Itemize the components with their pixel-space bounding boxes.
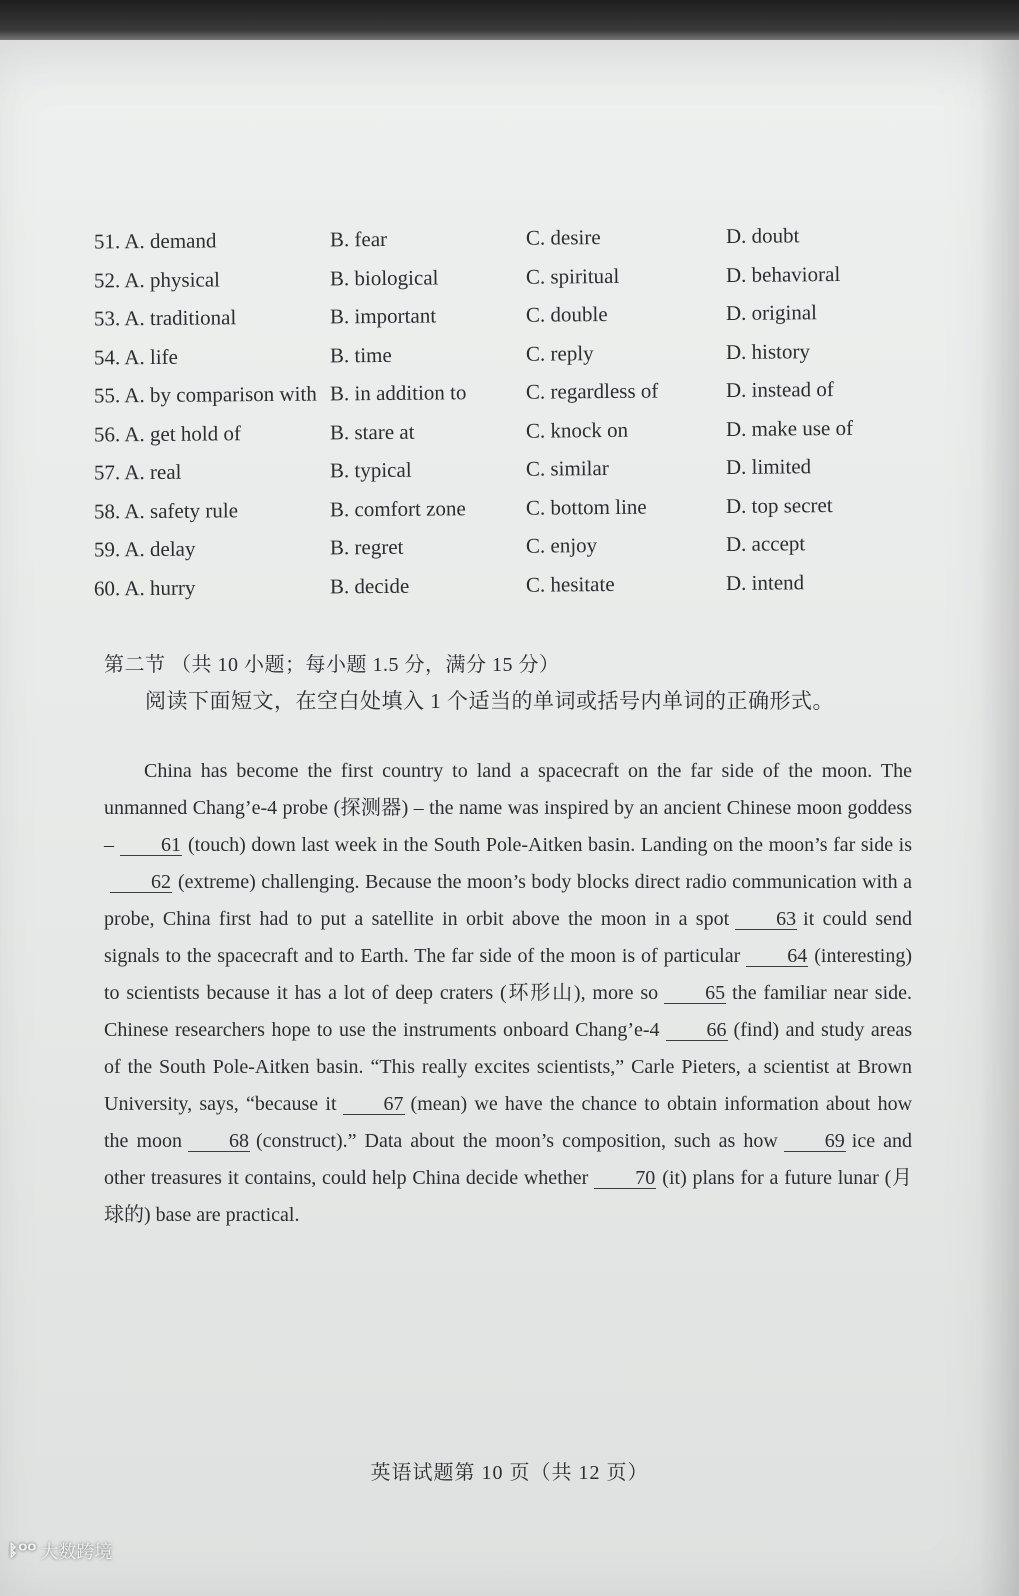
option-b: B. comfort zone (329, 495, 466, 521)
blank-63: 63 (735, 909, 797, 930)
option-d: D. history (725, 338, 811, 364)
option-b: B. time (329, 342, 392, 367)
option-b: B. typical (329, 457, 412, 483)
option-row-55 (94, 377, 894, 422)
watermark-text: 大数跨境 (40, 1542, 113, 1563)
option-c: C. spiritual (525, 263, 620, 289)
option-a: 55. A. by comparison with (93, 381, 317, 408)
option-b: B. stare at (329, 419, 415, 444)
option-d: D. intend (725, 569, 805, 595)
option-d: D. doubt (725, 223, 800, 248)
blank-67: 67 (343, 1094, 405, 1115)
option-row-59 (94, 531, 894, 576)
option-d: D. top secret (725, 492, 833, 518)
option-b: B. biological (329, 264, 439, 290)
page-footer: 英语试题第 10 页（共 12 页） (370, 1462, 649, 1484)
option-c: C. double (525, 302, 608, 327)
watermark (8, 1538, 112, 1564)
blank-65: 65 (664, 983, 726, 1004)
passage-text: China has become the first country to land a spacecraft on the far side of the moon. The unmanned Chang’e-4 probe (探测器) – the name was inspired by an ancient Chinese moon goddess – (104, 760, 912, 856)
passage-text: (mean) we have the chance to obtain information about how the moon (104, 1093, 913, 1152)
option-c: C. hesitate (525, 571, 615, 597)
passage-text: (find) and study areas of the South Pole-Aitken basin. “This really excites scientists,” Carle Pieters, a scientist at Brown University, says, “because it (104, 1019, 912, 1115)
blank-69: 69 (784, 1131, 846, 1152)
option-a: 51. A. demand (93, 228, 217, 254)
option-b: B. regret (329, 534, 404, 560)
option-a: 54. A. life (93, 344, 179, 369)
option-row-53 (94, 300, 894, 345)
passage-text: (it) plans for a future lunar (月球的) base are practical. (104, 1167, 912, 1226)
option-d: D. instead of (725, 377, 834, 402)
reading-passage (104, 753, 912, 1234)
option-a: 56. A. get hold of (93, 420, 242, 446)
blank-70: 70 (594, 1168, 656, 1189)
option-d: D. limited (725, 454, 812, 479)
option-b: B. important (329, 303, 437, 329)
page-fold-shadow (979, 40, 1019, 1596)
option-c: C. reply (525, 340, 594, 366)
option-b: B. in addition to (329, 380, 467, 406)
option-a: 52. A. physical (93, 266, 221, 292)
option-a: 59. A. delay (93, 536, 196, 562)
option-a: 60. A. hurry (93, 575, 196, 600)
passage-text: (construct).” Data about the moon’s composition, such as how (256, 1130, 778, 1152)
option-a: 53. A. traditional (93, 305, 237, 331)
section-heading: 第二节 （共 10 小题；每小题 1.5 分，满分 15 分） (104, 654, 560, 676)
option-d: D. behavioral (725, 261, 841, 287)
option-row-60 (94, 569, 894, 614)
blank-64: 64 (746, 946, 808, 967)
blank-66: 66 (666, 1020, 728, 1041)
option-a: 58. A. safety rule (93, 497, 239, 523)
section-instruction: 阅读下面短文，在空白处填入 1 个适当的单词或括号内单词的正确形式。 (145, 689, 834, 713)
passage-text: (interesting) to scientists because it has a lot of deep craters (环形山), more so (104, 945, 912, 1004)
passage-text: ice and other treasures it contains, could help China decide whether (104, 1130, 912, 1189)
option-a: 57. A. real (93, 459, 182, 485)
option-c: C. similar (525, 455, 609, 481)
option-c: C. regardless of (525, 378, 659, 404)
passage-text: the familiar near side. Chinese researchers hope to use the instruments onboard Chang’e-4 (104, 982, 912, 1041)
option-row-57 (94, 454, 894, 499)
option-d: D. make use of (725, 415, 854, 441)
passage-text: (touch) down last week in the South Pole-Aitken basin. Landing on the moon’s far side is (188, 834, 912, 856)
passage-text: (extreme) challenging. Because the moon’s body blocks direct radio communication with a probe, China first had to put a satellite in orbit above the moon in a spot (104, 871, 912, 930)
watermark-logo-icon: ᛔᴼᴼ (8, 1541, 37, 1561)
blank-62: 62 (110, 872, 172, 893)
option-b: B. decide (329, 573, 410, 598)
blank-68: 68 (188, 1131, 250, 1152)
option-c: C. desire (525, 225, 601, 250)
option-d: D. original (725, 300, 818, 325)
option-d: D. accept (725, 531, 806, 556)
passage-text: it could send signals to the spacecraft and to Earth. The far side of the moon is of particular (104, 908, 912, 967)
option-c: C. bottom line (525, 494, 647, 520)
option-c: C. enjoy (525, 533, 598, 558)
option-b: B. fear (329, 226, 388, 252)
option-row-51 (94, 223, 894, 268)
cloze-options (93, 223, 894, 611)
option-c: C. knock on (525, 417, 629, 443)
blank-61: 61 (120, 835, 182, 856)
passage-paragraph (104, 753, 912, 1234)
